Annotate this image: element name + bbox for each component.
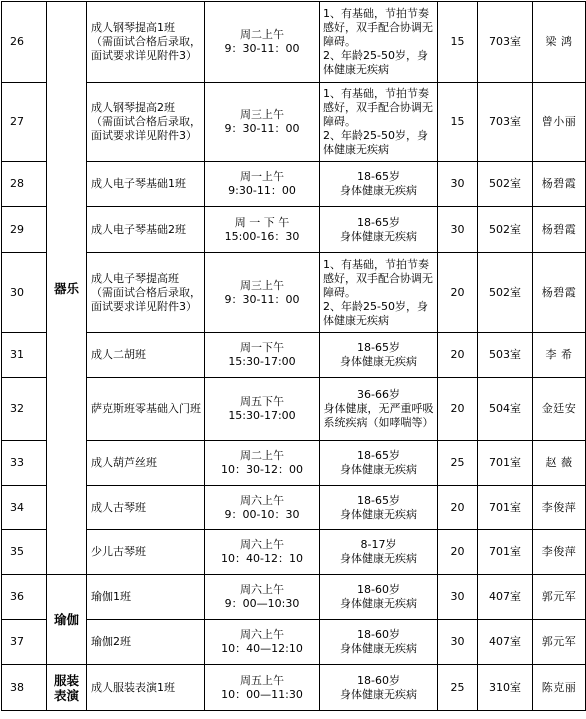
row-number: 32 (2, 378, 47, 441)
row-number: 31 (2, 333, 47, 378)
teacher-name: 杨碧霞 (533, 253, 586, 333)
teacher-name: 李俊萍 (533, 486, 586, 530)
classroom: 502室 (478, 253, 533, 333)
course-requirement: 18-65岁 身体健康无疾病 (320, 207, 438, 253)
category-yoga: 瑜伽 (47, 575, 87, 665)
course-name: 成人钢琴提高1班 （需面试合格后录取，面试要求详见附件3） (87, 2, 205, 83)
classroom: 703室 (478, 2, 533, 83)
classroom: 701室 (478, 486, 533, 530)
enrollment-count: 20 (438, 253, 478, 333)
row-number: 33 (2, 441, 47, 486)
row-number: 28 (2, 162, 47, 207)
teacher-name: 杨碧霞 (533, 207, 586, 253)
enrollment-count: 15 (438, 2, 478, 83)
table-row (2, 530, 586, 575)
teacher-name: 李俊萍 (533, 530, 586, 575)
enrollment-count: 20 (438, 333, 478, 378)
enrollment-count: 25 (438, 665, 478, 711)
course-name: 成人电子琴基础2班 (87, 207, 205, 253)
course-requirement: 1、有基础，节拍节奏感好，双手配合协调无障碍。 2、年龄25-50岁，身体健康无疾病 (320, 83, 438, 162)
classroom: 504室 (478, 378, 533, 441)
classroom: 701室 (478, 441, 533, 486)
course-requirement: 1、有基础，节拍节奏感好，双手配合协调无障碍。 2、年龄25-50岁，身体健康无疾病 (320, 253, 438, 333)
classroom: 502室 (478, 207, 533, 253)
course-name: 少儿古琴班 (87, 530, 205, 575)
course-time: 周二上午 10：30-12：00 (205, 441, 320, 486)
table-row (2, 620, 586, 665)
enrollment-count: 30 (438, 575, 478, 620)
course-requirement: 18-65岁 身体健康无疾病 (320, 441, 438, 486)
course-requirement: 1、有基础，节拍节奏感好，双手配合协调无障碍。 2、年龄25-50岁，身体健康无疾病 (320, 2, 438, 83)
course-time: 周五下午 15:30-17:00 (205, 378, 320, 441)
table-row (2, 162, 586, 207)
course-requirement: 18-65岁 身体健康无疾病 (320, 162, 438, 207)
classroom: 502室 (478, 162, 533, 207)
classroom: 503室 (478, 333, 533, 378)
classroom: 703室 (478, 83, 533, 162)
row-number: 27 (2, 83, 47, 162)
course-schedule-table (1, 1, 586, 711)
row-number: 37 (2, 620, 47, 665)
table-row (2, 486, 586, 530)
teacher-name: 赵 薇 (533, 441, 586, 486)
row-number: 36 (2, 575, 47, 620)
course-requirement: 18-65岁 身体健康无疾病 (320, 333, 438, 378)
category-fashion-show: 服装 表演 (47, 665, 87, 711)
enrollment-count: 25 (438, 441, 478, 486)
course-time: 周一上午 9:30-11：00 (205, 162, 320, 207)
course-name: 成人钢琴提高2班 （需面试合格后录取，面试要求详见附件3） (87, 83, 205, 162)
classroom: 407室 (478, 575, 533, 620)
table-row (2, 83, 586, 162)
course-requirement: 18-65岁 身体健康无疾病 (320, 486, 438, 530)
enrollment-count: 30 (438, 162, 478, 207)
course-time: 周二上午 9：30-11：00 (205, 2, 320, 83)
course-name: 成人服装表演1班 (87, 665, 205, 711)
row-number: 29 (2, 207, 47, 253)
course-time: 周三上午 9：30-11：00 (205, 253, 320, 333)
course-name: 成人电子琴提高班 （需面试合格后录取，面试要求详见附件3） (87, 253, 205, 333)
classroom: 701室 (478, 530, 533, 575)
enrollment-count: 30 (438, 207, 478, 253)
classroom: 407室 (478, 620, 533, 665)
teacher-name: 杨碧霞 (533, 162, 586, 207)
course-time: 周六上午 10：40—12:10 (205, 620, 320, 665)
table-row (2, 575, 586, 620)
enrollment-count: 30 (438, 620, 478, 665)
course-name: 成人葫芦丝班 (87, 441, 205, 486)
course-requirement: 18-60岁 身体健康无疾病 (320, 665, 438, 711)
table-row (2, 665, 586, 711)
table-row (2, 207, 586, 253)
course-name: 成人电子琴基础1班 (87, 162, 205, 207)
course-time: 周六上午 10：40-12：10 (205, 530, 320, 575)
course-requirement: 18-60岁 身体健康无疾病 (320, 620, 438, 665)
teacher-name: 陈克丽 (533, 665, 586, 711)
teacher-name: 李 希 (533, 333, 586, 378)
course-name: 瑜伽1班 (87, 575, 205, 620)
enrollment-count: 20 (438, 486, 478, 530)
teacher-name: 郭元军 (533, 575, 586, 620)
row-number: 26 (2, 2, 47, 83)
course-requirement: 18-60岁 身体健康无疾病 (320, 575, 438, 620)
course-name: 成人古琴班 (87, 486, 205, 530)
course-requirement: 36-66岁 身体健康，无严重呼吸系统疾病（如哮喘等） (320, 378, 438, 441)
teacher-name: 曾小丽 (533, 83, 586, 162)
row-number: 35 (2, 530, 47, 575)
course-requirement: 8-17岁 身体健康无疾病 (320, 530, 438, 575)
table-row (2, 378, 586, 441)
course-name: 瑜伽2班 (87, 620, 205, 665)
teacher-name: 梁 鸿 (533, 2, 586, 83)
course-time: 周六上午 9：00—10:30 (205, 575, 320, 620)
course-name: 萨克斯班零基础入门班 (87, 378, 205, 441)
table-row (2, 253, 586, 333)
table-row (2, 2, 586, 83)
course-time: 周六上午 9：00-10：30 (205, 486, 320, 530)
enrollment-count: 20 (438, 530, 478, 575)
row-number: 34 (2, 486, 47, 530)
course-name: 成人二胡班 (87, 333, 205, 378)
teacher-name: 金廷安 (533, 378, 586, 441)
course-time: 周五上午 10：00—11:30 (205, 665, 320, 711)
classroom: 310室 (478, 665, 533, 711)
table-row (2, 441, 586, 486)
row-number: 30 (2, 253, 47, 333)
table-row (2, 333, 586, 378)
course-time: 周一下午 15:30-17:00 (205, 333, 320, 378)
row-number: 38 (2, 665, 47, 711)
course-time: 周 一 下 午 15:00-16：30 (205, 207, 320, 253)
course-time: 周三上午 9：30-11：00 (205, 83, 320, 162)
enrollment-count: 20 (438, 378, 478, 441)
category-instruments: 器乐 (47, 2, 87, 575)
enrollment-count: 15 (438, 83, 478, 162)
teacher-name: 郭元军 (533, 620, 586, 665)
